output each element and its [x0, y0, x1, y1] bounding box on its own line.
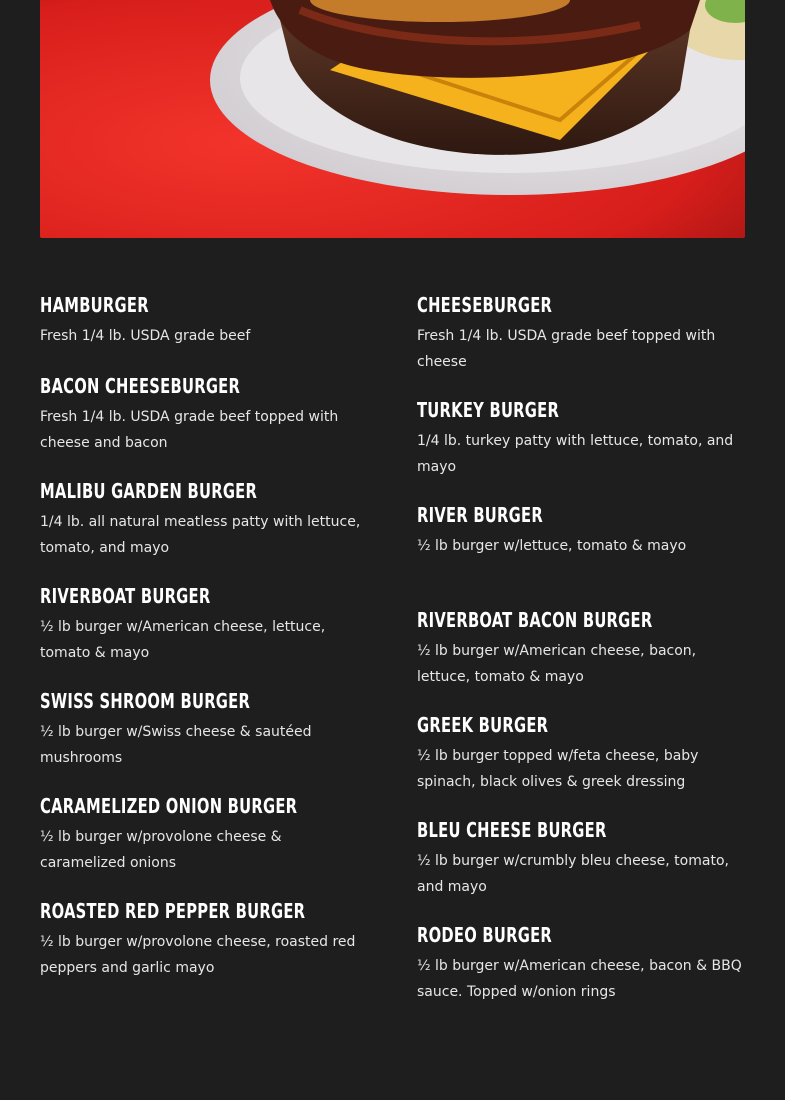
menu-item [417, 397, 747, 480]
menu-item-description: Fresh 1/4 lb. USDA grade beef [40, 328, 251, 344]
menu-item-name: RIVER BURGER [417, 503, 543, 527]
menu-item-description: ½ lb burger w/crumbly bleu cheese, tomato, and mayo [417, 853, 729, 895]
menu-item-description: ½ lb burger w/American cheese, lettuce, tomato & mayo [40, 619, 326, 661]
menu-column-left [40, 292, 370, 981]
menu-item [417, 922, 747, 1005]
menu-item-name: BLEU CHEESE BURGER [417, 818, 607, 842]
menu-item-name: HAMBURGER [40, 293, 149, 317]
menu-item-description: 1/4 lb. turkey patty with lettuce, tomato, and mayo [417, 433, 734, 475]
menu-item-description: Fresh 1/4 lb. USDA grade beef topped with cheese [417, 328, 716, 370]
menu-item-description: ½ lb burger w/provolone cheese, roasted red peppers and garlic mayo [40, 934, 356, 976]
menu-item-description: ½ lb burger w/provolone cheese & caramelized onions [40, 829, 282, 871]
menu-item [40, 898, 370, 981]
menu-item [417, 817, 747, 900]
menu-item [40, 583, 370, 666]
menu-item-description: ½ lb burger w/Swiss cheese & sautéed mushrooms [40, 724, 312, 766]
menu-item [40, 292, 370, 349]
menu-item-name: ROASTED RED PEPPER BURGER [40, 899, 306, 923]
menu-item-name: RIVERBOAT BURGER [40, 584, 211, 608]
menu-item-name: RIVERBOAT BACON BURGER [417, 608, 653, 632]
menu-item-description: ½ lb burger w/American cheese, bacon, lettuce, tomato & mayo [417, 643, 697, 685]
menu-item-name: GREEK BURGER [417, 713, 549, 737]
menu-item-description: ½ lb burger w/lettuce, tomato & mayo [417, 538, 687, 554]
menu-item-description: ½ lb burger topped w/feta cheese, baby spinach, black olives & greek dressing [417, 748, 699, 790]
menu-item-description: ½ lb burger w/American cheese, bacon & BBQ sauce. Topped w/onion rings [417, 958, 742, 1000]
menu-item-description: 1/4 lb. all natural meatless patty with lettuce, tomato, and mayo [40, 514, 361, 556]
menu-item [40, 688, 370, 771]
menu-item [417, 607, 747, 690]
menu-item-name: TURKEY BURGER [417, 398, 560, 422]
menu-item [417, 502, 747, 559]
burger-photo [40, 0, 745, 238]
menu-item [417, 292, 747, 375]
menu-column-right [417, 292, 747, 1005]
menu-item [417, 712, 747, 795]
menu-item-name: RODEO BURGER [417, 923, 553, 947]
menu-item [40, 793, 370, 876]
menu-item-name: MALIBU GARDEN BURGER [40, 479, 258, 503]
menu-item-name: BACON CHEESEBURGER [40, 374, 241, 398]
menu-item-description: Fresh 1/4 lb. USDA grade beef topped with cheese and bacon [40, 409, 339, 451]
menu-item [40, 478, 370, 561]
menu-item-name: CHEESEBURGER [417, 293, 553, 317]
menu-item [40, 373, 370, 456]
menu-item-name: CARAMELIZED ONION BURGER [40, 794, 298, 818]
menu-item-name: SWISS SHROOM BURGER [40, 689, 251, 713]
